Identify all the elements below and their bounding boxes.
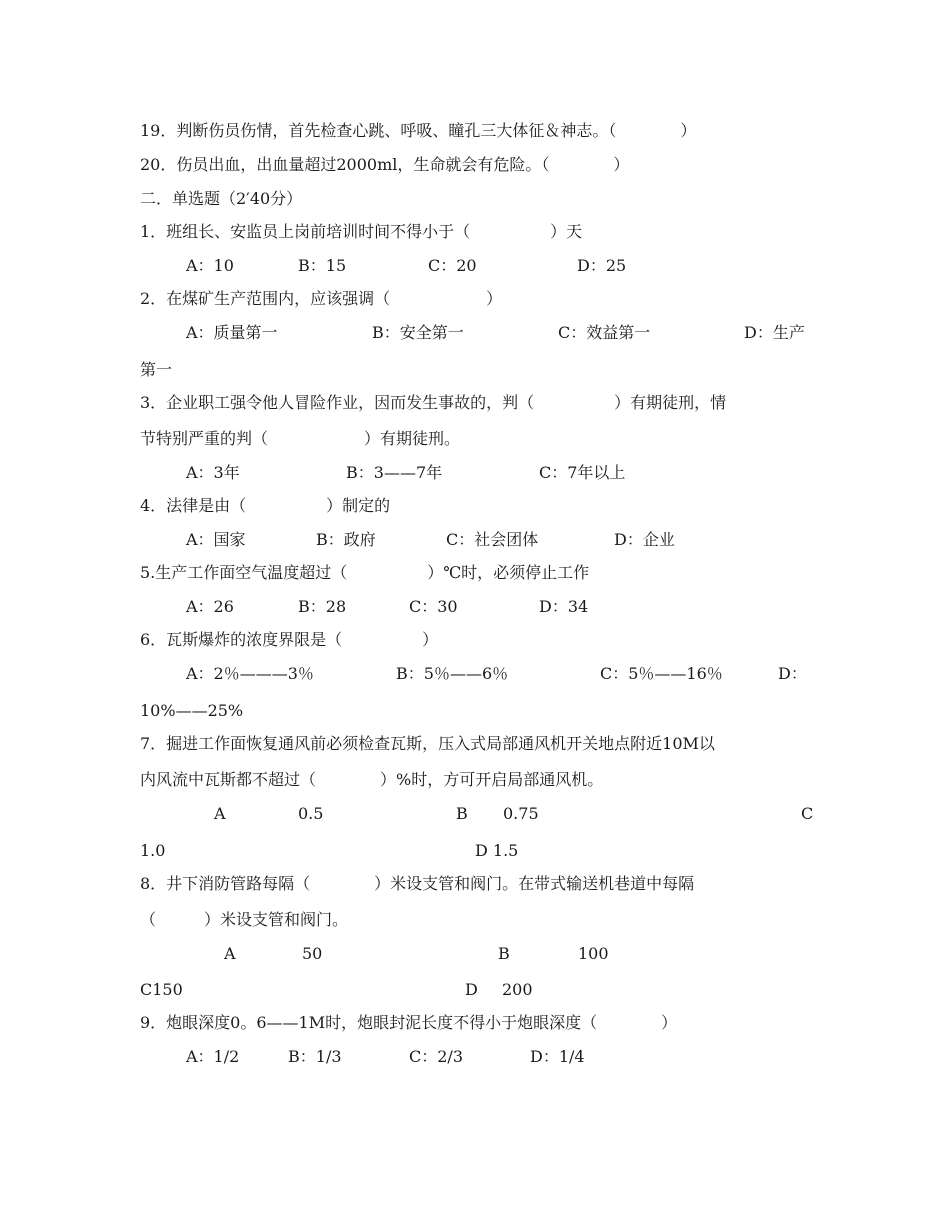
single-question-3: 3．企业职工强令他人冒险作业，因而发生事故的，判（ ）有期徒刑，情 xyxy=(140,393,727,412)
option-7b-value: 0.75 xyxy=(503,804,539,823)
option-8a-letter: A xyxy=(224,944,236,963)
single-question-7: 7．掘进工作面恢复通风前必须检查瓦斯，压入式局部通风机开关地点附近10M以 xyxy=(140,734,715,753)
single-question-2: 2．在煤矿生产范围内，应该强调（ ） xyxy=(140,289,503,308)
option-8c: C150 xyxy=(140,980,183,999)
option-4a: A：国家 xyxy=(186,530,246,549)
option-2d-wrap: 第一 xyxy=(140,360,173,379)
option-8d-letter: D xyxy=(465,980,478,999)
option-5b: B：28 xyxy=(298,597,347,616)
single-question-6: 6．瓦斯爆炸的浓度界限是（ ） xyxy=(140,630,439,649)
option-4d: D：企业 xyxy=(614,530,675,549)
option-8d-value: 200 xyxy=(502,980,533,999)
option-2b: B：安全第一 xyxy=(372,323,464,342)
single-question-7-cont: 内风流中瓦斯都不超过（ ）%时，方可开启局部通风机。 xyxy=(140,770,604,789)
option-6a: A：2％———3％ xyxy=(186,664,314,683)
option-8b-value: 100 xyxy=(578,944,609,963)
single-question-1: 1．班组长、安监员上岗前培训时间不得小于（ ）天 xyxy=(140,222,583,241)
option-3a: A：3年 xyxy=(186,463,240,482)
option-7b-letter: B xyxy=(456,804,468,823)
option-7a-value: 0.5 xyxy=(298,804,324,823)
single-question-9: 9．炮眼深度0。6——1M时，炮眼封泥长度不得小于炮眼深度（ ） xyxy=(140,1013,678,1032)
option-2c: C：效益第一 xyxy=(558,323,651,342)
option-7c-letter: C xyxy=(801,804,814,823)
option-8a-value: 50 xyxy=(302,944,323,963)
option-6c: C：5％——16％ xyxy=(600,664,723,683)
option-3c: C：7年以上 xyxy=(539,463,626,482)
option-2d: D：生产 xyxy=(744,323,805,342)
single-question-5: 5.生产工作面空气温度超过（ ）℃时，必须停止工作 xyxy=(140,563,590,582)
option-1c: C：20 xyxy=(428,256,477,275)
option-1a: A：10 xyxy=(186,256,234,275)
single-question-3-cont: 节特别严重的判（ ）有期徒刑。 xyxy=(140,429,461,448)
option-5c: C：30 xyxy=(409,597,458,616)
option-6d: D： xyxy=(778,664,807,683)
option-8b-letter: B xyxy=(498,944,510,963)
option-7d: D 1.5 xyxy=(475,841,519,860)
single-question-8-cont: （ ）米设支管和阀门。 xyxy=(140,910,349,929)
question-20: 20．伤员出血，出血量超过2000ml，生命就会有危险。（ ） xyxy=(140,155,630,174)
option-1b: B：15 xyxy=(298,256,347,275)
option-4c: C：社会团体 xyxy=(446,530,539,549)
option-2a: A：质量第一 xyxy=(186,323,278,342)
section-heading-single-choice: 二．单选题（2′40分） xyxy=(140,189,303,208)
option-5d: D：34 xyxy=(539,597,589,616)
option-6d-wrap: 10%——25% xyxy=(140,701,244,720)
option-9d: D：1/4 xyxy=(530,1047,585,1066)
option-4b: B：政府 xyxy=(316,530,376,549)
option-9c: C：2/3 xyxy=(409,1047,463,1066)
option-7a-letter: A xyxy=(214,804,226,823)
question-19: 19．判断伤员伤情，首先检查心跳、呼吸、瞳孔三大体征＆神志。（ ） xyxy=(140,121,697,140)
option-3b: B：3——7年 xyxy=(346,463,443,482)
option-9b: B：1/3 xyxy=(288,1047,342,1066)
option-9a: A：1/2 xyxy=(186,1047,240,1066)
single-question-8: 8．井下消防管路每隔（ ）米设支管和阀门。在带式输送机巷道中每隔 xyxy=(140,874,695,893)
option-7c-value: 1.0 xyxy=(140,841,166,860)
option-6b: B：5％——6％ xyxy=(396,664,509,683)
option-1d: D：25 xyxy=(577,256,627,275)
single-question-4: 4．法律是由（ ）制定的 xyxy=(140,496,391,515)
option-5a: A：26 xyxy=(186,597,234,616)
